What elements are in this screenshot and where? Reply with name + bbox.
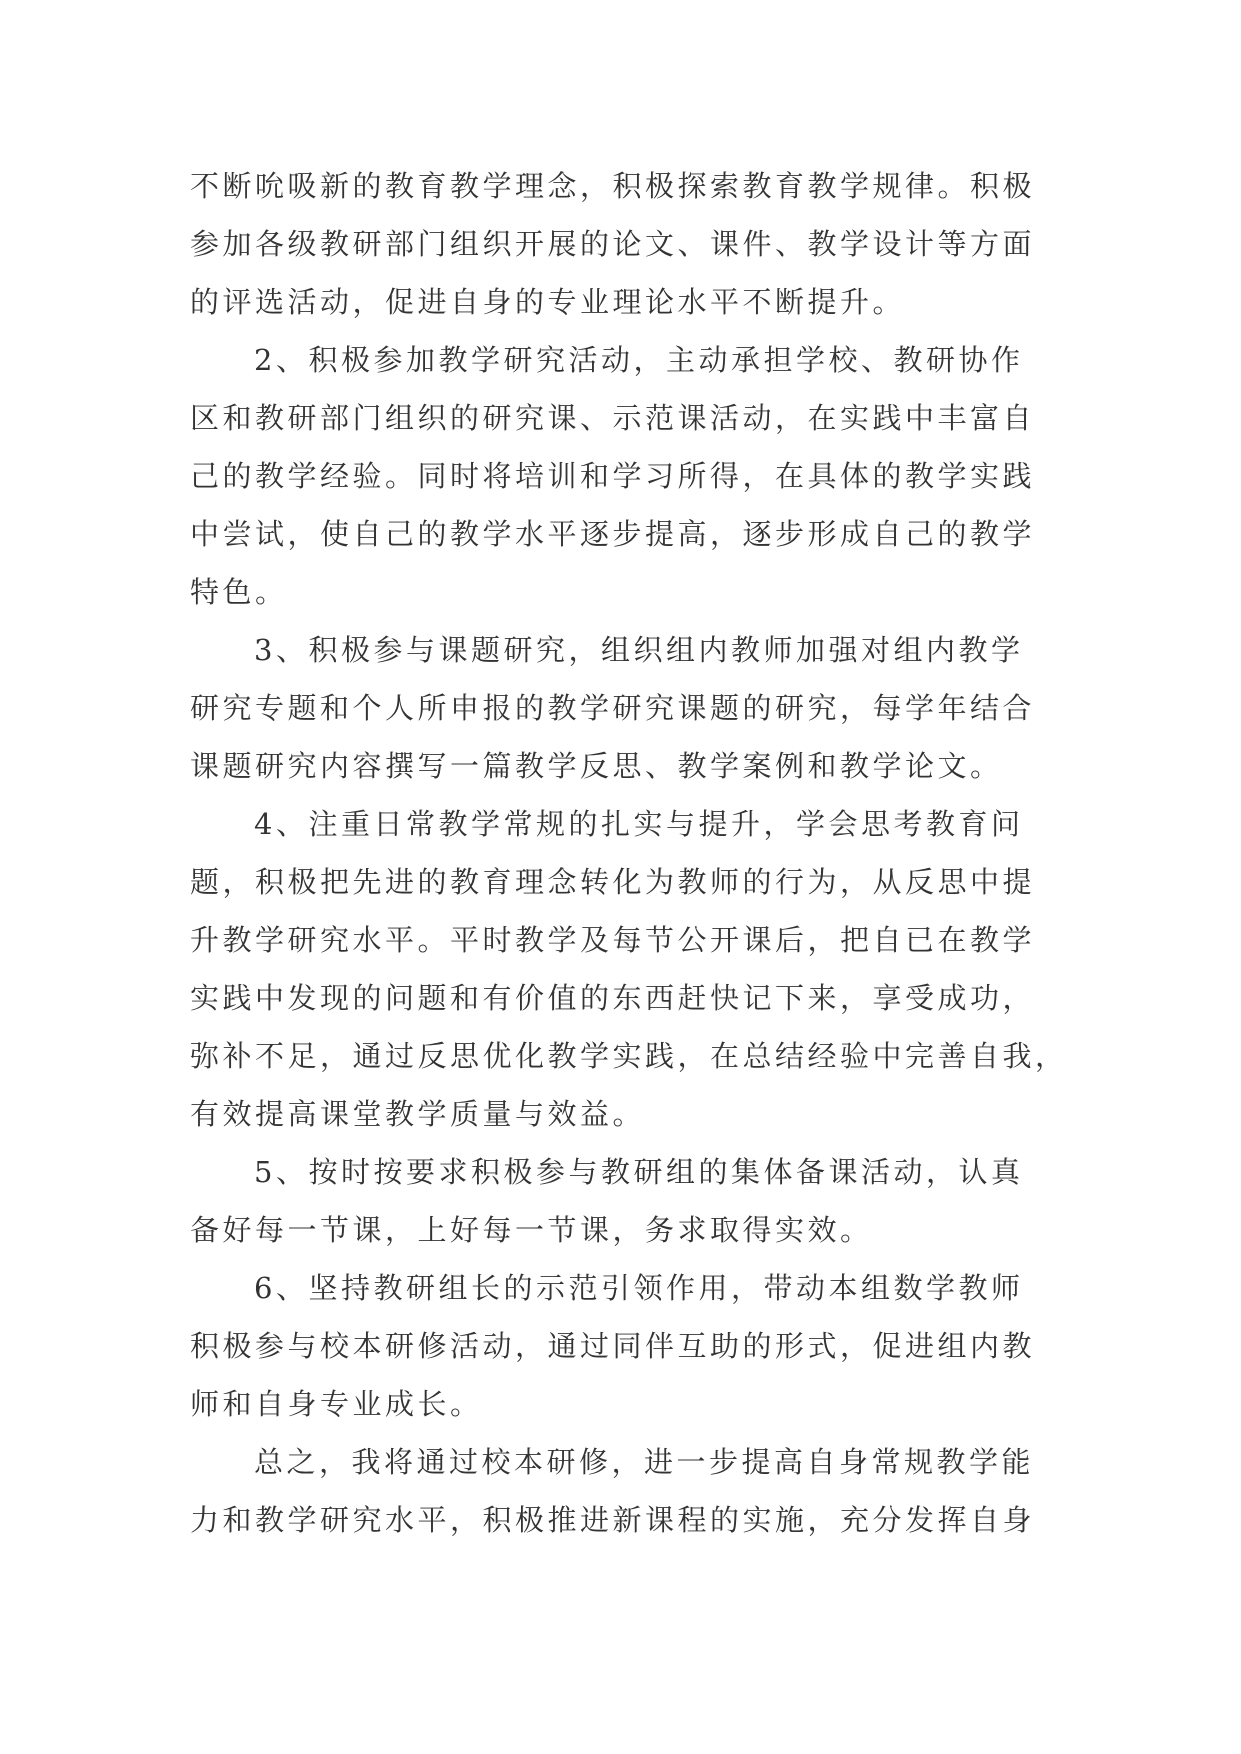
text-line: 师和自身专业成长。 — [190, 1387, 483, 1421]
text-line: 不断吮吸新的教育教学理念，积极探索教育教学规律。积极 — [190, 169, 1036, 203]
paragraph — [190, 1143, 1070, 1259]
text-line: 研究专题和个人所申报的教学研究课题的研究，每学年结合 — [190, 691, 1036, 725]
text-line: 中尝试，使自己的教学水平逐步提高，逐步形成自己的教学 — [190, 517, 1036, 551]
paragraph — [190, 1433, 1070, 1549]
text-line: 有效提高课堂教学质量与效益。 — [190, 1097, 646, 1131]
text-line: 实践中发现的问题和有价值的东西赶快记下来，享受成功， — [190, 981, 1036, 1015]
text-line: 弥补不足，通过反思优化教学实践，在总结经验中完善自我， — [190, 1039, 1068, 1073]
text-line: 4、注重日常教学常规的扎实与提升，学会思考教育问 — [254, 807, 1024, 841]
text-line: 总之，我将通过校本研修，进一步提高自身常规教学能 — [254, 1445, 1035, 1479]
text-line: 力和教学研究水平，积极推进新课程的实施，充分发挥自身 — [190, 1503, 1036, 1537]
text-line: 5、按时按要求积极参与教研组的集体备课活动，认真 — [254, 1155, 1024, 1189]
paragraph — [190, 621, 1070, 795]
paragraph — [190, 1259, 1070, 1433]
paragraph — [190, 157, 1070, 331]
text-line: 的评选活动，促进自身的专业理论水平不断提升。 — [190, 285, 906, 319]
text-line: 己的教学经验。同时将培训和学习所得，在具体的教学实践 — [190, 459, 1036, 493]
text-line: 2、积极参加教学研究活动，主动承担学校、教研协作 — [254, 343, 1024, 377]
text-line: 升教学研究水平。平时教学及每节公开课后，把自已在教学 — [190, 923, 1036, 957]
text-line: 课题研究内容撰写一篇教学反思、教学案例和教学论文。 — [190, 749, 1003, 783]
text-line: 参加各级教研部门组织开展的论文、课件、教学设计等方面 — [190, 227, 1036, 261]
text-line: 6、坚持教研组长的示范引领作用，带动本组数学教师 — [254, 1271, 1024, 1305]
text-line: 特色。 — [190, 575, 288, 609]
text-line: 备好每一节课，上好每一节课，务求取得实效。 — [190, 1213, 873, 1247]
text-line: 3、积极参与课题研究，组织组内教师加强对组内教学 — [254, 633, 1024, 667]
document-body — [190, 157, 1070, 1549]
text-line: 题，积极把先进的教育理念转化为教师的行为，从反思中提 — [190, 865, 1036, 899]
text-line: 积极参与校本研修活动，通过同伴互助的形式，促进组内教 — [190, 1329, 1036, 1363]
text-line: 区和教研部门组织的研究课、示范课活动，在实践中丰富自 — [190, 401, 1036, 435]
paragraph — [190, 331, 1070, 621]
paragraph — [190, 795, 1070, 1143]
